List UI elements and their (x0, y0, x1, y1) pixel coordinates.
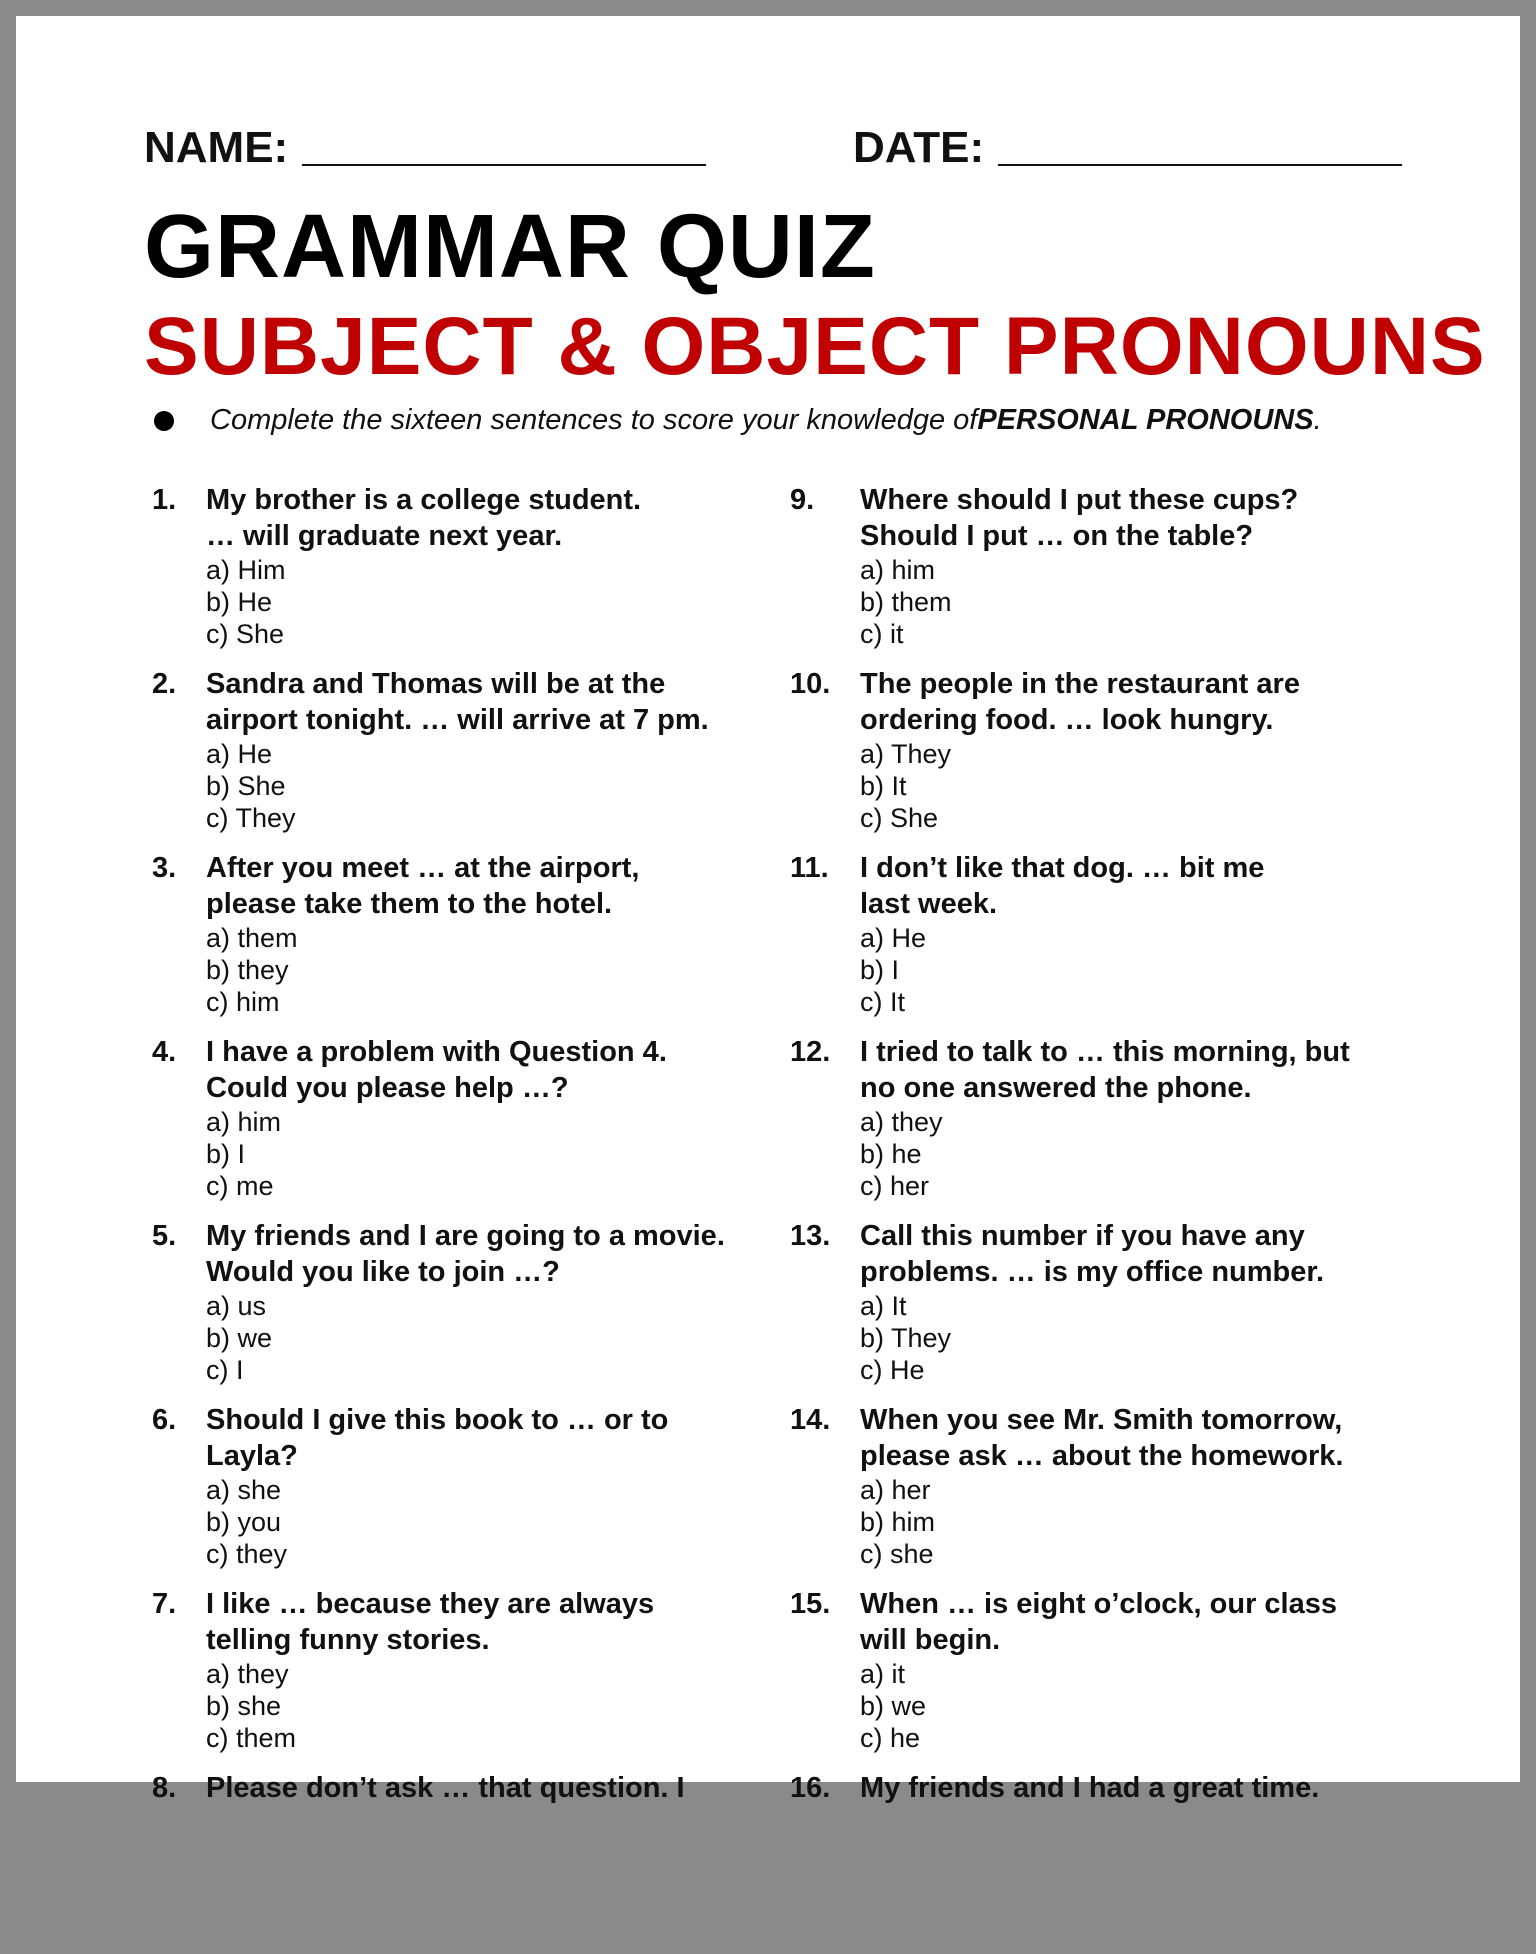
answer-option: b) he (860, 1139, 922, 1169)
question-body (206, 1218, 762, 1402)
answer-option: a) They (860, 739, 952, 769)
question-item (152, 1218, 762, 1402)
question-number: 4. (152, 1036, 177, 1068)
question-text: When you see Mr. Smith tomorrow, please ask … about the homework. (860, 1404, 1344, 1472)
question-item (152, 1586, 762, 1770)
question-number: 14. (790, 1404, 831, 1436)
answer-option: c) She (206, 619, 285, 649)
question-number: 11. (790, 852, 829, 884)
answer-option: b) them (860, 587, 952, 617)
question-body (206, 1770, 762, 1954)
answer-option: b) they (206, 955, 289, 985)
header-row (144, 123, 1414, 186)
instruction-text: Complete the sixteen sentences to score your knowledge of (210, 404, 978, 436)
question-text: After you meet … at the airport, please take them to the hotel. (206, 852, 640, 920)
answer-option: b) him (860, 1507, 936, 1537)
question-item (790, 1586, 1400, 1770)
answer-option: a) Him (206, 555, 286, 585)
answer-option: b) It (860, 771, 907, 801)
question-item (152, 1402, 762, 1586)
question-body (860, 1034, 1400, 1218)
question-number: 8. (152, 1772, 177, 1804)
question-text: My friends and I are going to a movie. Would you like to join …? (206, 1220, 725, 1288)
question-number: 16. (790, 1772, 831, 1804)
answer-option: c) they (206, 1539, 288, 1569)
question-text: The people in the restaurant are ordering food. … look hungry. (860, 668, 1300, 736)
question-text: Sandra and Thomas will be at the airport tonight. … will arrive at 7 pm. (206, 668, 709, 736)
question-item (152, 666, 762, 850)
question-number: 13. (790, 1220, 831, 1252)
question-number: 3. (152, 852, 177, 884)
question-number: 10. (790, 668, 831, 700)
instruction (144, 404, 1322, 437)
answer-option: b) He (206, 587, 273, 617)
question-item (790, 1402, 1400, 1586)
questions-left-column (152, 482, 762, 1954)
question-text: Should I give this book to … or to Layla? (206, 1404, 669, 1472)
question-text: I don’t like that dog. … bit me last week. (860, 852, 1265, 920)
name-blank-line (302, 164, 706, 166)
answer-option: a) us (206, 1291, 267, 1321)
answer-option: a) him (206, 1107, 282, 1137)
question-number: 6. (152, 1404, 177, 1436)
question-text: Where should I put these cups? Should I put … on the table? (860, 484, 1299, 552)
question-text: Call this number if you have any problems. … is my office number. (860, 1220, 1325, 1288)
question-text: My friends and I had a great time. (860, 1772, 1320, 1804)
answer-option: c) she (860, 1539, 934, 1569)
question-text: I like … because they are always telling funny stories. (206, 1588, 655, 1656)
answer-option: a) it (860, 1659, 906, 1689)
answer-option: b) I (206, 1139, 246, 1169)
question-body (206, 1034, 762, 1218)
question-number: 7. (152, 1588, 177, 1620)
question-body (860, 850, 1400, 1034)
answer-option: c) her (860, 1171, 930, 1201)
worksheet-page (16, 16, 1520, 1804)
answer-option: b) I (860, 955, 900, 985)
question-body (206, 850, 762, 1034)
date-blank-line (998, 164, 1402, 166)
answer-option: c) I (206, 1355, 244, 1385)
question-item (152, 850, 762, 1034)
answer-option: c) He (860, 1355, 925, 1385)
answer-option: a) It (860, 1291, 907, 1321)
answer-option: c) She (860, 803, 939, 833)
question-text: My brother is a college student. … will graduate next year. (206, 484, 642, 552)
answer-option: c) It (860, 987, 905, 1017)
answer-option: b) she (206, 1691, 282, 1721)
date-label: DATE: (853, 123, 985, 172)
answer-option: a) him (860, 555, 936, 585)
answer-option: c) me (206, 1171, 274, 1201)
answer-option: c) him (206, 987, 280, 1017)
question-text: When … is eight o’clock, our class will begin. (860, 1588, 1337, 1656)
page-title: GRAMMAR QUIZ (144, 197, 876, 297)
question-text: I have a problem with Question 4. Could you please help …? (206, 1036, 667, 1104)
page-subtitle: SUBJECT & OBJECT PRONOUNS (144, 301, 1486, 392)
instruction-emphasis: PERSONAL PRONOUNS (977, 404, 1314, 436)
date-field (853, 123, 1402, 172)
answer-option: b) you (206, 1507, 282, 1537)
question-item (790, 666, 1400, 850)
question-body (860, 482, 1400, 666)
answer-option: a) He (860, 923, 927, 953)
question-item (790, 1034, 1400, 1218)
question-text: Please don’t ask … that question. I (206, 1772, 685, 1804)
answer-option: c) them (206, 1723, 297, 1753)
instruction-end: . (1313, 404, 1322, 436)
answer-option: c) he (860, 1723, 921, 1753)
question-body (206, 1586, 762, 1770)
question-number: 2. (152, 668, 177, 700)
question-number: 1. (152, 484, 177, 516)
question-number: 12. (790, 1036, 831, 1068)
question-body (206, 666, 762, 850)
question-item (790, 1218, 1400, 1402)
answer-option: b) They (860, 1323, 952, 1353)
question-item (152, 482, 762, 666)
question-body (860, 666, 1400, 850)
name-label: NAME: (144, 123, 289, 172)
question-body (206, 482, 762, 666)
answer-option: c) They (206, 803, 296, 833)
question-body (860, 1218, 1400, 1402)
question-item (152, 1034, 762, 1218)
question-body (860, 1770, 1400, 1954)
question-text: I tried to talk to … this morning, but no one answered the phone. (860, 1036, 1350, 1104)
answer-option: b) we (860, 1691, 927, 1721)
question-body (206, 1402, 762, 1586)
question-item (790, 482, 1400, 666)
question-item (790, 850, 1400, 1034)
bullet-icon (154, 411, 174, 431)
question-body (860, 1402, 1400, 1586)
name-field (144, 123, 706, 172)
question-number: 5. (152, 1220, 177, 1252)
answer-option: a) her (860, 1475, 931, 1505)
question-number: 15. (790, 1588, 831, 1620)
answer-option: b) She (206, 771, 286, 801)
answer-option: a) they (206, 1659, 289, 1689)
answer-option: b) we (206, 1323, 273, 1353)
question-body (860, 1586, 1400, 1770)
answer-option: a) they (860, 1107, 943, 1137)
question-item (790, 1770, 1400, 1954)
answer-option: a) He (206, 739, 273, 769)
question-item (152, 1770, 762, 1954)
answer-option: a) them (206, 923, 298, 953)
questions-right-column (790, 482, 1400, 1954)
answer-option: a) she (206, 1475, 282, 1505)
answer-option: c) it (860, 619, 904, 649)
question-number: 9. (790, 484, 815, 516)
